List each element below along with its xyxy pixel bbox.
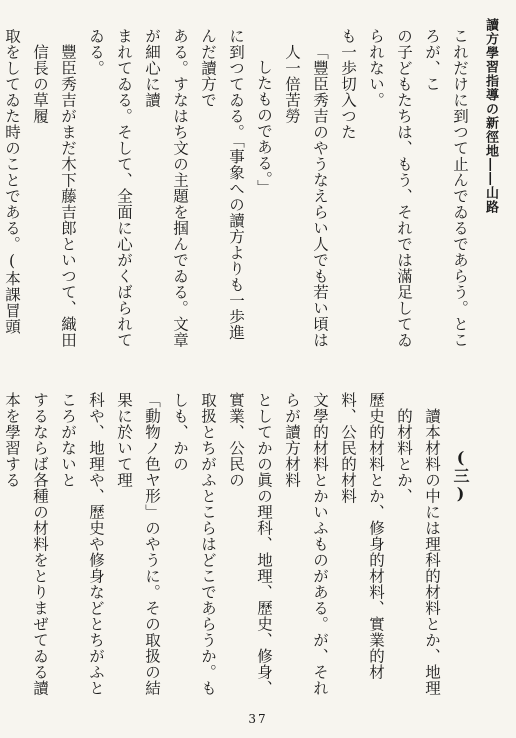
text-line: これだけに到つて止んでゐるであらう。ところが、こ bbox=[423, 28, 469, 348]
text-line: 科や、地理や、歷史や修身などとちがふところがないと bbox=[59, 392, 105, 696]
text-line: としてかの眞の理科、地理、歷史、修身、實業、公民の bbox=[227, 392, 273, 696]
text-line: ある。すなはち文の主題を掴んでゐる。文章が細心に讀 bbox=[143, 28, 189, 348]
text-line: 取扱とちがふとこらはどこであらうか。もしも、かの bbox=[171, 392, 217, 696]
upper-text-block bbox=[3, 28, 474, 356]
text-line: 「動物ノ色ヤ形」のやうに。その取扱の結果に於いて理 bbox=[115, 392, 161, 696]
quote-line: 豐臣秀吉がまだ木下藤吉郎といつて、織田信長の草履 bbox=[31, 43, 77, 348]
text-line: 歷史的材料とか、修身的材料、實業的材料、公民的材料 bbox=[339, 392, 385, 680]
running-header: 讀方學習指導の新徑地――山路 bbox=[483, 18, 498, 214]
text-line: も一歩切入つた bbox=[339, 28, 357, 140]
text-line: まれてゐる。そして、全面に心がくばられてゐる。 bbox=[87, 28, 133, 348]
text-line: 文學的材料とかいふものがある。が、それらが讀方材料 bbox=[283, 392, 329, 696]
text-line: するならば各種の材料をとりまぜてゐる讀本を學習する bbox=[3, 392, 49, 696]
text-line: 讀本材料の中には理科的材料とか、地理的材料とか、 bbox=[395, 407, 441, 696]
lower-text-block bbox=[3, 392, 474, 697]
section-heading: (三) bbox=[451, 448, 470, 504]
text-line: に到つてゐる。「事象への讀方よりも一歩進んだ讀方で bbox=[199, 28, 245, 341]
text-line: 取をしてゐた時のことである。(本課冒頭 bbox=[3, 28, 21, 335]
quote-line: 「豐臣秀吉のやうなえらい人でも若い頃は人一倍苦勞 bbox=[283, 43, 329, 348]
quote-line: したものである。」 bbox=[255, 59, 273, 196]
text-line: の子どもたちは、もう、それでは滿足してゐられない。 bbox=[367, 28, 413, 348]
page-number: 37 bbox=[248, 712, 268, 726]
